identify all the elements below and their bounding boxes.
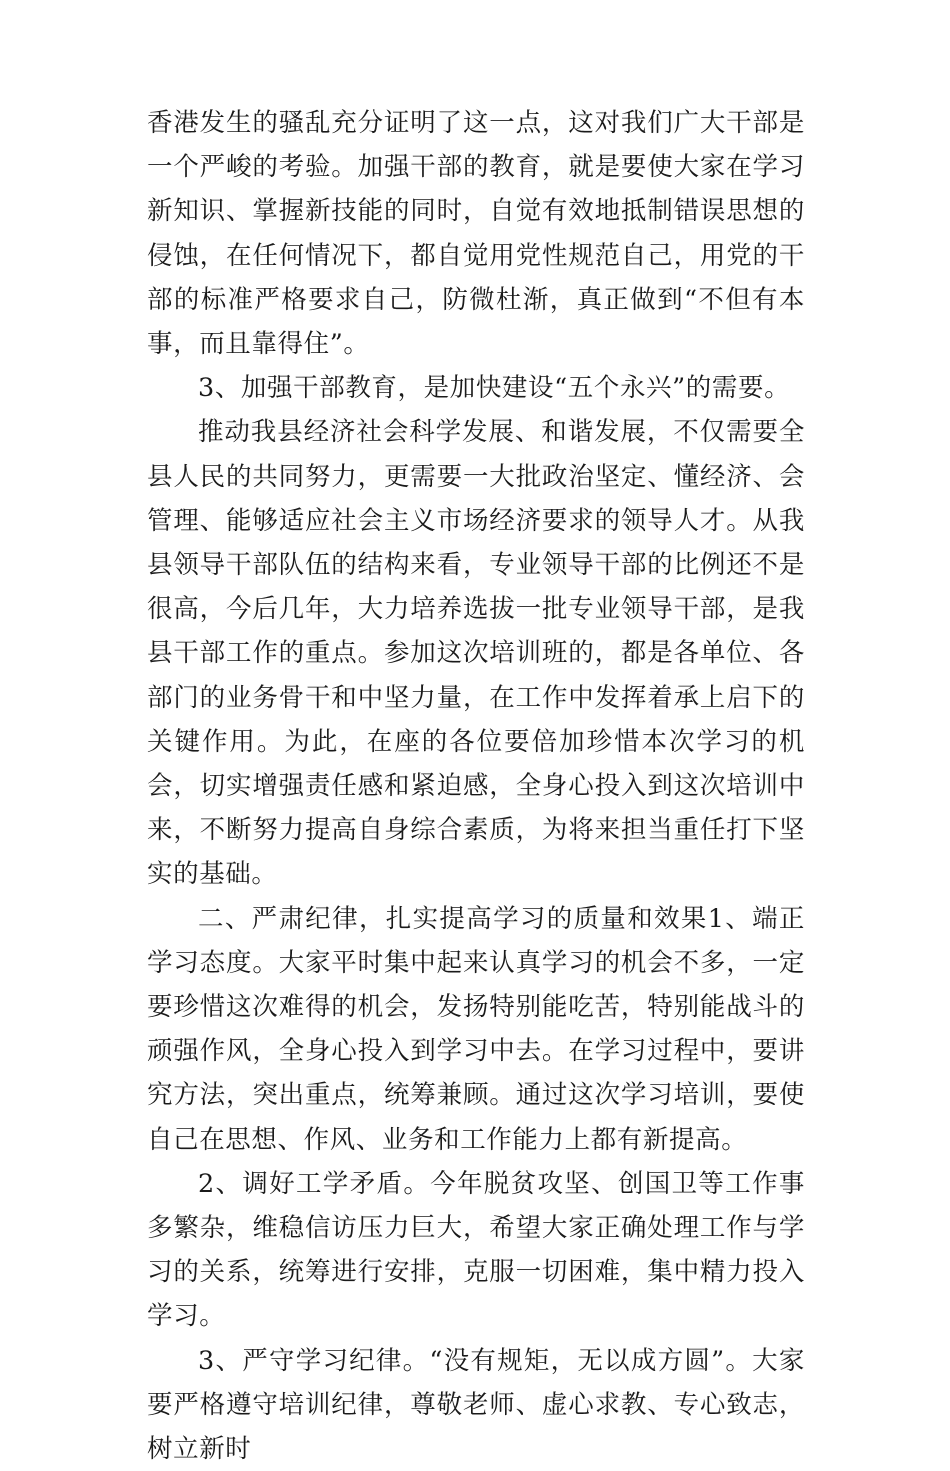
paragraph-2: 3、加强干部教育，是加快建设“五个永兴”的需要。 <box>198 373 791 404</box>
paragraph-1: 香港发生的骚乱充分证明了这一点，这对我们广大干部是一个严峻的考验。加强干部的教育，就是要使大家在学习新知识、掌握新技能的同时，自觉有效地抵制错误思想的侵蚀，在任何情况下，都自觉用党性规范自己，用党的干部的标准严格要求自己，防微杜渐，真正做到“不但有本事，而且靠得住”。 <box>147 108 805 360</box>
paragraph-4: 二、严肃纪律，扎实提高学习的质量和效果1、端正学习态度。大家平时集中起来认真学习的机会不多，一定要珍惜这次难得的机会，发扬特别能吃苦，特别能战斗的顽强作风，全身心投入到学习中去。在学习过程中，要讲究方法，突出重点，统筹兼顾。通过这次学习培训，要使自己在思想、作风、业务和工作能力上都有新提高。 <box>147 903 805 1155</box>
paragraph-6: 3、严守学习纪律。“没有规矩，无以成方圆”。大家要严格遵守培训纪律，尊敬老师、虚心求教、专心致志，树立新时 <box>147 1345 805 1465</box>
paragraph-5: 2、调好工学矛盾。今年脱贫攻坚、创国卫等工作事多繁杂，维稳信访压力巨大，希望大家正确处理工作与学习的关系，统筹进行安排，克服一切困难，集中精力投入学习。 <box>147 1168 805 1332</box>
document-body <box>147 101 805 1471</box>
paragraph-3: 推动我县经济社会科学发展、和谐发展，不仅需要全县人民的共同努力，更需要一大批政治坚定、懂经济、会管理、能够适应社会主义市场经济要求的领导人才。从我县领导干部队伍的结构来看，专业领导干部的比例还不是很高，今后几年，大力培养选拔一批专业领导干部，是我县干部工作的重点。参加这次培训班的，都是各单位、各部门的业务骨干和中坚力量，在工作中发挥着承上启下的关键作用。为此，在座的各位要倍加珍惜本次学习的机会，切实增强责任感和紧迫感，全身心投入到这次培训中来，不断努力提高自身综合素质，为将来担当重任打下坚实的基础。 <box>147 417 805 890</box>
